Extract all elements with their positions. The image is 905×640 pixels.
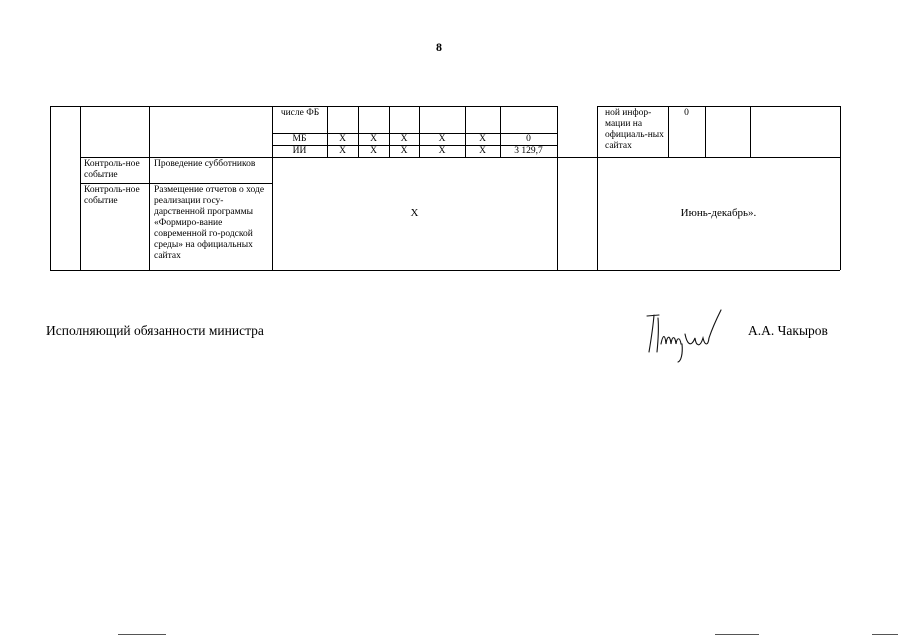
- table-cell: 3 129,7: [514, 146, 543, 156]
- merged-x-cell: Х: [410, 207, 419, 219]
- table-cell: Х: [400, 134, 408, 144]
- table-cell: Х: [339, 146, 346, 156]
- source-label-fb: числе ФБ: [280, 108, 320, 118]
- indicator-text: ной инфор-мации на официаль-ных сайтах: [605, 108, 664, 151]
- table-cell: 0: [526, 134, 531, 144]
- signatory-position: Исполняющий обязанности министра: [46, 323, 264, 338]
- table-cell: Х: [339, 134, 346, 144]
- event-type: Контроль-ное событие: [84, 159, 140, 180]
- indicator-value: 0: [684, 108, 689, 118]
- table-cell: Х: [370, 146, 377, 156]
- table-cell: Х: [370, 134, 377, 144]
- handwritten-signature: [645, 304, 725, 364]
- table-cell: Х: [438, 134, 446, 144]
- table-cell: Х: [438, 146, 446, 156]
- period-cell: Июнь-декабрь».: [680, 207, 757, 219]
- event-name: Размещение отчетов о ходе реализации госу-дарственной программы «Формиро-вание современной го-родской среды» на официальных сайтах: [154, 185, 265, 261]
- table-cell: Х: [400, 146, 408, 156]
- event-name: Проведение субботников: [154, 159, 256, 169]
- signer-name: А.А. Чакыров: [748, 323, 828, 338]
- page-number: 8: [436, 40, 442, 54]
- source-label-mb: МБ: [292, 134, 307, 144]
- event-type: Контроль-ное событие: [84, 185, 140, 206]
- table-cell: Х: [479, 146, 486, 156]
- source-label-ii: ИИ: [292, 146, 307, 156]
- table-cell: Х: [479, 134, 486, 144]
